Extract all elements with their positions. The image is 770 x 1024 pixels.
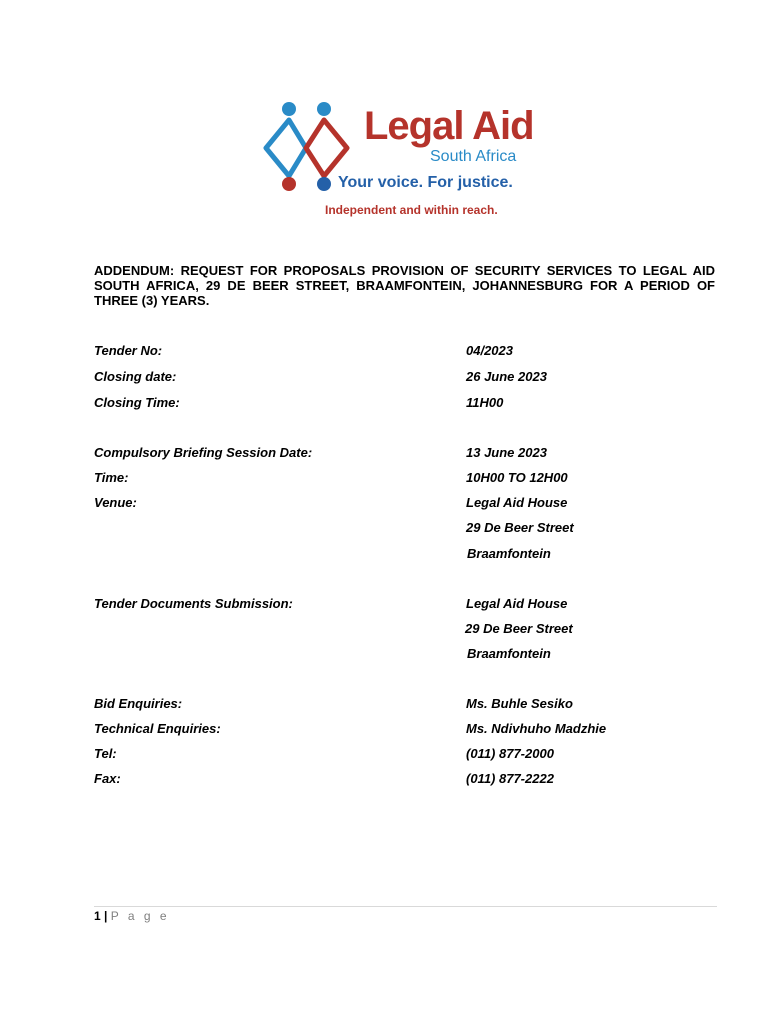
- detail-value: 04/2023: [466, 343, 513, 358]
- logo-tagline: Independent and within reach.: [325, 203, 498, 217]
- detail-label: Tender Documents Submission:: [94, 596, 293, 611]
- detail-value: 29 De Beer Street: [466, 520, 574, 535]
- detail-row-technical-enquiries: [94, 720, 715, 738]
- logo-title: Legal Aid: [364, 104, 534, 148]
- detail-row-submission: [94, 595, 715, 613]
- detail-row-submission-suburb: [94, 645, 715, 663]
- detail-label: Closing date:: [94, 369, 177, 384]
- detail-row-submission-street: [94, 620, 715, 638]
- page-footer: [94, 909, 170, 923]
- detail-value: Legal Aid House: [466, 596, 568, 611]
- document-heading: ADDENDUM: REQUEST FOR PROPOSALS PROVISION OF SECURITY SERVICES TO LEGAL AID SOUTH AFRICA, 29 DE BEER STREET, BRAAMFONTEIN, JOHANNESBURG FOR A PERIOD OF THREE (3) YEARS.: [94, 263, 715, 308]
- logo-subtitle: South Africa: [430, 148, 517, 165]
- detail-label: Time:: [94, 470, 129, 485]
- detail-label: Closing Time:: [94, 395, 180, 410]
- detail-row-briefing-time: [94, 469, 715, 487]
- detail-row-closing-date: [94, 368, 715, 386]
- detail-value: 26 June 2023: [466, 369, 547, 384]
- detail-label: Tender No:: [94, 343, 163, 358]
- detail-label: Technical Enquiries:: [94, 721, 221, 736]
- detail-row-venue: [94, 494, 715, 512]
- detail-value: Ms. Ndivhuho Madzhie: [466, 721, 607, 736]
- detail-value: Braamfontein: [467, 546, 551, 561]
- detail-row-briefing-date: [94, 444, 715, 462]
- detail-value: (011) 877-2000: [466, 746, 554, 761]
- detail-value: 11H00: [466, 395, 504, 410]
- footer-divider: [94, 906, 717, 907]
- detail-row-bid-enquiries: [94, 695, 715, 713]
- detail-value: Ms. Buhle Sesiko: [466, 696, 573, 711]
- detail-value: 13 June 2023: [466, 445, 547, 460]
- detail-label: Bid Enquiries:: [94, 696, 183, 711]
- detail-value: 29 De Beer Street: [465, 621, 573, 636]
- detail-value: (011) 877-2222: [466, 771, 554, 786]
- detail-row-tel: [94, 745, 715, 763]
- page-number: 1: [94, 909, 101, 923]
- detail-row-tender-no: [94, 342, 715, 360]
- detail-label: Tel:: [94, 746, 117, 761]
- page-separator: |: [104, 909, 108, 923]
- detail-row-venue-street: [94, 519, 715, 537]
- detail-label: Compulsory Briefing Session Date:: [94, 445, 313, 460]
- page-label: P a g e: [110, 909, 170, 923]
- detail-value: Legal Aid House: [466, 495, 568, 510]
- detail-row-venue-suburb: [94, 545, 715, 563]
- detail-row-closing-time: [94, 394, 715, 412]
- logo-slogan: Your voice. For justice.: [338, 174, 513, 191]
- detail-value: Braamfontein: [467, 646, 551, 661]
- detail-value: 10H00 TO 12H00: [466, 470, 568, 485]
- detail-row-fax: [94, 770, 715, 788]
- detail-label: Venue:: [94, 495, 137, 510]
- legal-aid-logo: [262, 98, 542, 223]
- detail-label: Fax:: [94, 771, 121, 786]
